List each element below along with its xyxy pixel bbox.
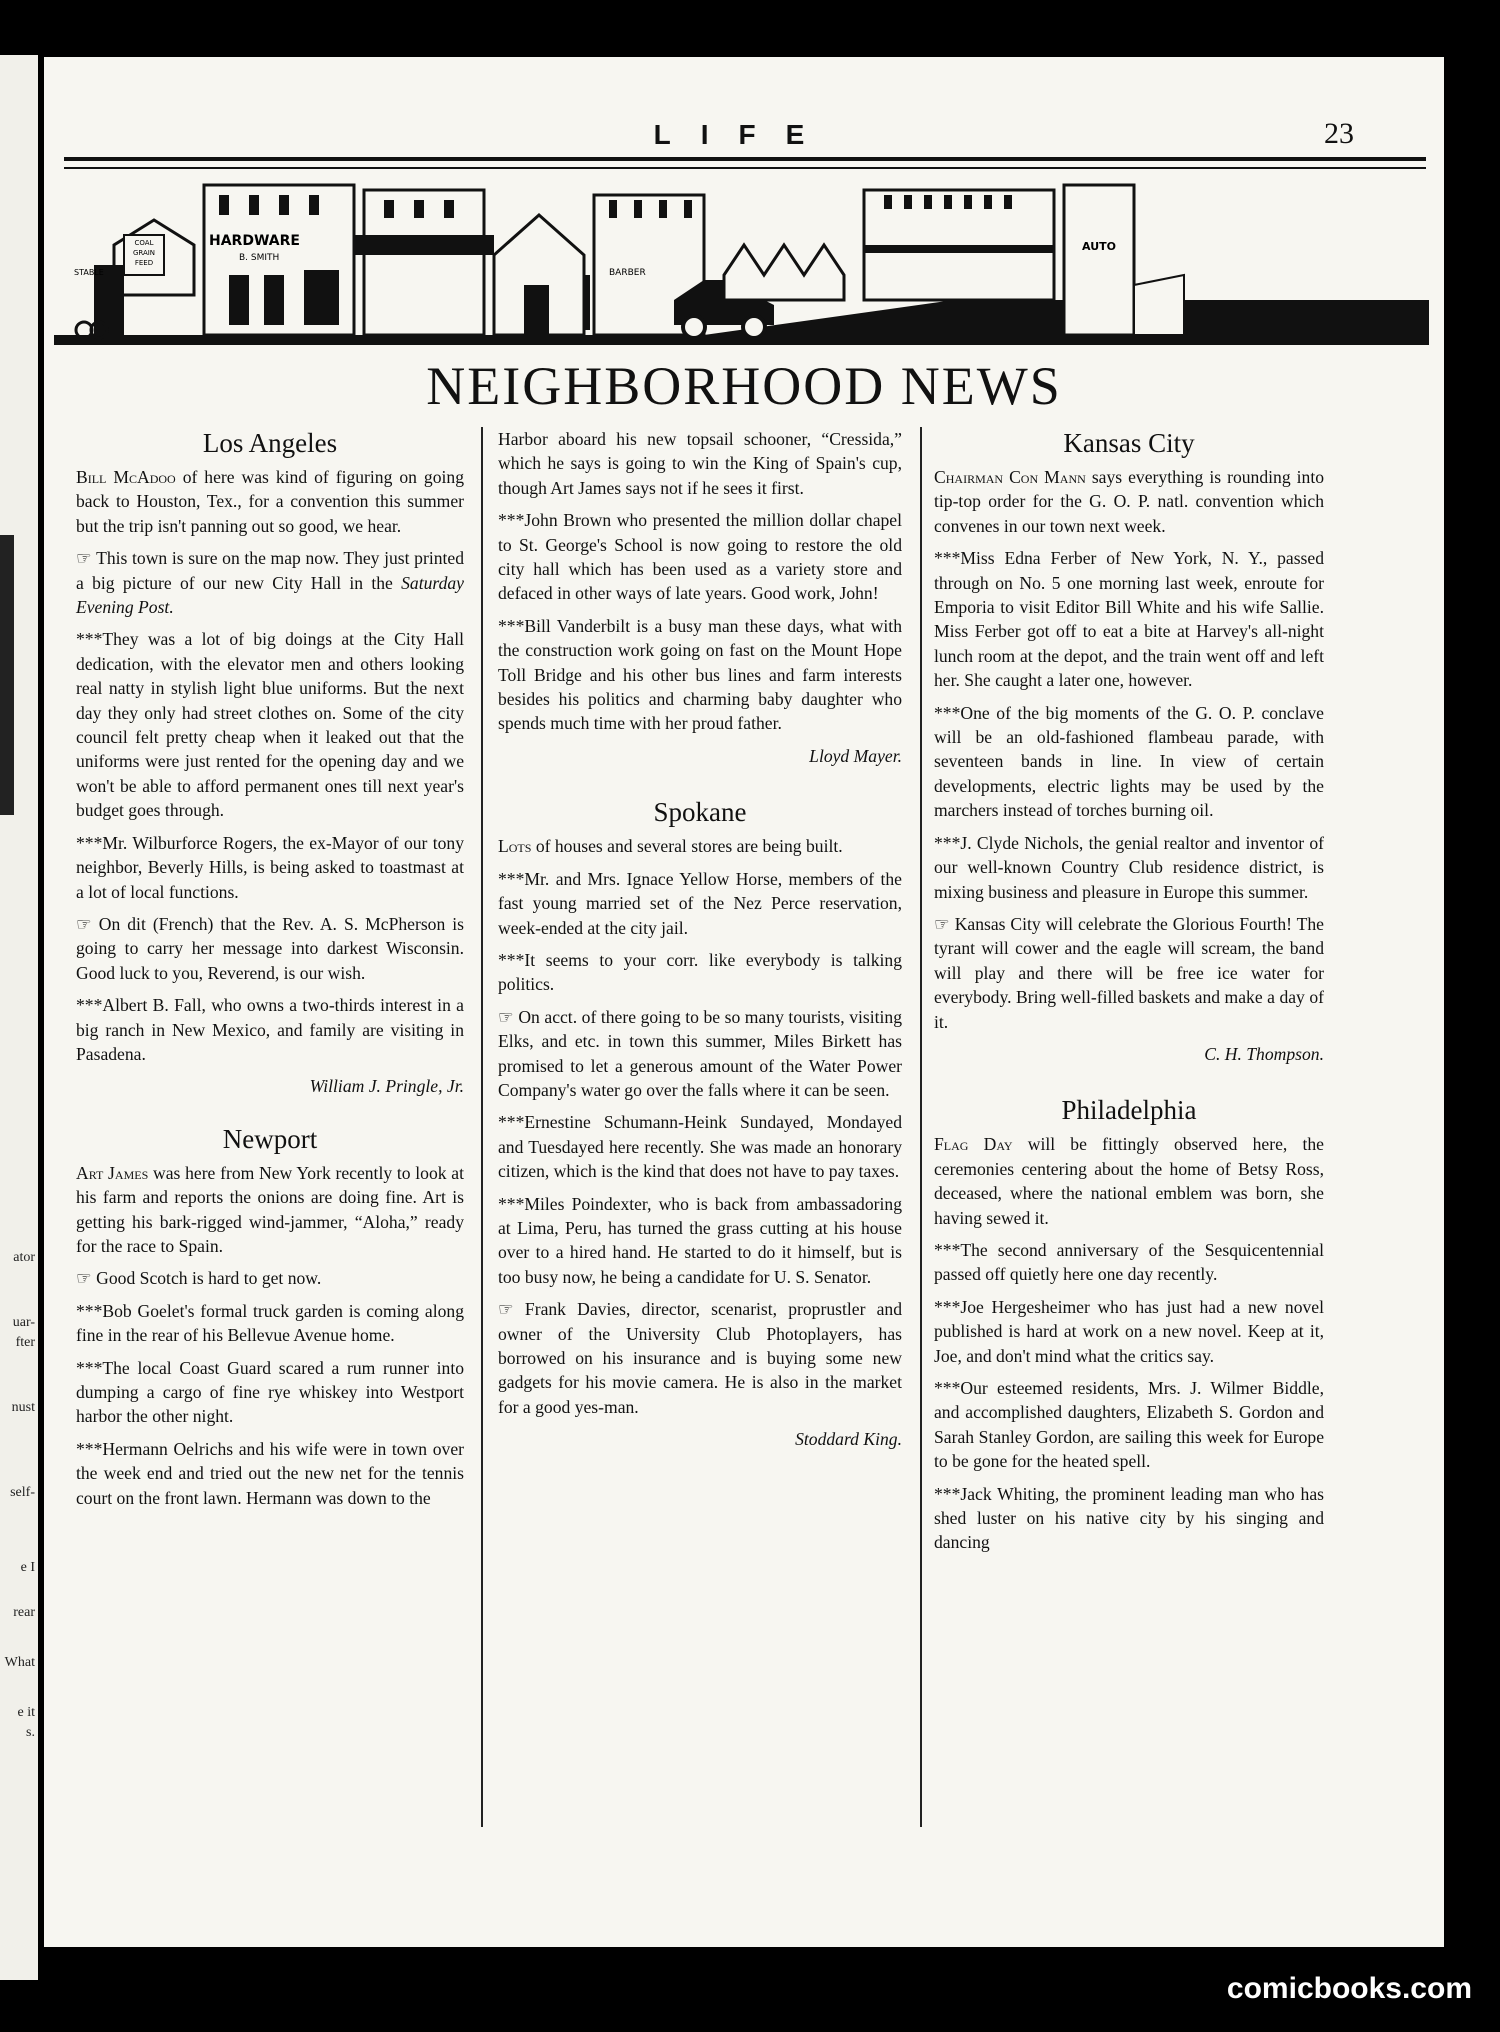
sign-coal: COAL [134,239,154,247]
paragraph: Bill McAdoo of here was kind of figuring on going back to Houston, Tex., for a convention this summer but the trip isn't panning out so good, we hear. [76,467,464,536]
header-rule-thin [64,167,1426,169]
section-title: NEIGHBORHOOD NEWS [426,356,1062,416]
dispatch-heading-spokane: Spokane [653,797,747,828]
paragraph: ☞ On dit (French) that the Rev. A. S. McPherson is going to carry her message into darkest Wisconsin. Good luck to you, Reverend, is our wish. [76,913,464,983]
paragraph: ☞ Frank Davies, director, scenarist, proprustler and owner of the University Club Photoplayers, has borrowed on his insurance and is buying some new gadgets for his movie camera. He is also in the market for a good yes-man. [498,1299,902,1417]
paragraph: ***J. Clyde Nichols, the genial realtor and inventor of our well-known Country Club residence district, is mixing business and pleasure in Europe this summer. [934,832,1324,902]
header-rule [64,157,1426,161]
column-3 [934,427,1324,1563]
paragraph: ***Hermann Oelrichs and his wife were in town over the week end and tried out the new net for the tennis court on the front lawn. Hermann was down to the [76,1438,464,1508]
paragraph: Flag Day will be fittingly observed here, the ceremonies centering about the home of Betsy Ross, deceased, where the national emblem was born, she having sewed it. [934,1134,1324,1228]
paragraph: ***Mr. Wilburforce Rogers, the ex-Mayor of our tony neighbor, Beverly Hills, is being asked to toastmast at a lot of local functions. [76,832,464,902]
magazine-page [44,57,1444,1947]
paragraph: ***The local Coast Guard scared a rum runner into dumping a cargo of fine rye whiskey into Westport harbor the other night. [76,1357,464,1427]
adjacent-page-fragment: rear [13,1605,35,1620]
paragraph: ***Albert B. Fall, who owns a two-thirds interest in a big ranch in New Mexico, and family are visiting in Pasadena. [76,995,464,1064]
paragraph: ☞ This town is sure on the map now. They just printed a big picture of our new City Hall in the Saturday Evening Post. [76,548,464,618]
column-1 [76,427,464,1518]
paragraph: Harbor aboard his new topsail schooner, “Cressida,” which he says is going to win the King of Spain's cup, though Art James says not if he sees it first. [498,429,902,498]
sign-stable: STABLE [74,268,104,277]
page-number: 23 [1324,117,1354,150]
paragraph: ***Ernestine Schumann-Heink Sundayed, Mondayed and Tuesdayed here recently. She was made an honorary citizen, which is the kind that does not have to pay taxes. [498,1112,902,1182]
byline: Lloyd Mayer. [809,745,902,766]
lead-in: Art James [76,1162,149,1183]
paragraph: ***Miss Edna Ferber of New York, N. Y., passed through on No. 5 one morning last week, enroute for Emporia to visit Editor Bill White and his wife Sallie. Miss Ferber got off to eat a bite at Harvey's all-night lunch room at the depot, and the train went off and left her. She caught a later one, however. [934,548,1324,691]
adjacent-page-fragment: e it [17,1705,35,1720]
adjacent-page-fragment: uar- [12,1315,35,1330]
adjacent-page-fragment: nust [11,1400,35,1415]
lead-in: Chairman Con Mann [934,467,1086,487]
lead-in: Bill McAdoo [76,467,176,487]
paragraph: ☞ On acct. of there going to be so many tourists, visiting Elks, and etc. in town this summer, Miles Birkett has promised to let a generous amount of the Water Power Company's water go over the falls where it can be seen. [498,1006,902,1100]
watermark: comicbooks.com [1226,1972,1472,2005]
masthead: LIFE [653,119,835,150]
dispatch-heading-philadelphia: Philadelphia [1061,1095,1197,1126]
paragraph: ***Miles Poindexter, who is back from ambassadoring at Lima, Peru, has turned the grass cutting at his house over to a hired hand. He started to do it himself, but is too busy now, he being a candidate for U. S. Senator. [498,1193,902,1287]
column-rule [481,427,483,1827]
lead-in: Flag Day [934,1134,1013,1155]
paragraph: ***One of the big moments of the G. O. P. conclave will be an old-fashioned flambeau parade, with seventeen bands in line. In view of certain developments, electric lights may be used by the marchers instead of torches burning oil. [934,702,1324,821]
paragraph: ***Jack Whiting, the prominent leading man who has shed luster on his native city by his singing and dancing [934,1483,1324,1553]
adjacent-page-fragment: ator [13,1250,35,1265]
paragraph: ☞ Kansas City will celebrate the Glorious Fourth! The tyrant will cower and the eagle will scream, the band will play and there will be free ice water for everybody. Bring well-filled baskets and make a day of it. [934,913,1324,1032]
paragraph: ***The second anniversary of the Sesquicentennial passed off quietly here one day recently. [934,1239,1324,1285]
byline: William J. Pringle, Jr. [309,1076,464,1097]
paragraph: ***It seems to your corr. like everybody is talking politics. [498,949,902,995]
adjacent-page-fragment: fter [15,1335,35,1350]
byline: Stoddard King. [795,1429,902,1450]
paragraph: ***Joe Hergesheimer who has just had a new novel published is hard at work on a new novel. Keep at it, Joe, and don't mind what the critics say. [934,1296,1324,1366]
paragraph: ***Bill Vanderbilt is a busy man these days, what with the construction work going on fast on the Mount Hope Toll Bridge and his other bus lines and farm interests besides his politics and charming baby daughter who spends much time with her proud father. [498,615,902,734]
dispatch-heading-los-angeles: Los Angeles [202,428,338,458]
paragraph: ☞ Good Scotch is hard to get now. [76,1268,322,1289]
paragraph: Art James was here from New York recently to look at his farm and reports the onions are doing fine. Art is getting his bark-rigged wind-jammer, “Aloha,” ready for the race to Spain. [76,1162,465,1256]
paragraph: ***Mr. and Mrs. Ignace Yellow Horse, members of the fast young married set of the Nez Perce reservation, week-ended at the city jail. [498,868,902,938]
adjacent-page-illustration [0,535,14,815]
byline: C. H. Thompson. [1204,1043,1324,1064]
paragraph: Lots of houses and several stores are being built. [498,836,843,857]
paragraph: Chairman Con Mann says everything is rounding into tip-top order for the G. O. P. natl. convention which convenes in our town next week. [934,467,1325,536]
sign-grain: GRAIN [132,249,156,257]
column-2 [498,427,902,1452]
sign-barber: BARBER [609,268,646,278]
sign-smith: B. SMITH [239,253,280,263]
lead-in: Lots [498,836,532,857]
dispatch-heading-newport: Newport [222,1123,318,1154]
sign-auto: AUTO [1082,240,1116,253]
sign-hardware: HARDWARE [209,233,300,249]
dispatch-heading-kansas-city: Kansas City [1063,428,1195,458]
paragraph: ***Bob Goelet's formal truck garden is coming along fine in the rear of his Bellevue Avenue home. [76,1300,464,1346]
adjacent-page-fragment: What [4,1655,35,1670]
paragraph: ***John Brown who presented the million dollar chapel to St. George's School is now going to restore the old city hall which has been used as a variety store and defaced in other ways of late years. Good work, John! [498,510,902,604]
adjacent-page-fragment: e I [20,1560,35,1575]
town-street-illustration [54,175,1429,345]
sign-feed: FEED [134,259,154,267]
paragraph: ***They was a lot of big doings at the City Hall dedication, with the elevator men and others looking real natty in stylish light blue uniforms. But the next day they only had street clothes on. Some of the city council felt pretty cheap when it leaked out that the uniforms were just rented for the opening day and we won't be able to afford permanent ones till next year's budget goes through. [76,629,464,821]
column-rule [920,427,922,1827]
paragraph: ***Our esteemed residents, Mrs. J. Wilmer Biddle, and accomplished daughters, Elizabeth S. Gordon and Sarah Stanley Gordon, are sailing this week for Europe to be gone for the heated spell. [934,1378,1324,1472]
adjacent-page-fragment: self- [10,1485,35,1500]
adjacent-page-edge [0,55,38,1980]
adjacent-page-fragment: s. [26,1725,35,1740]
